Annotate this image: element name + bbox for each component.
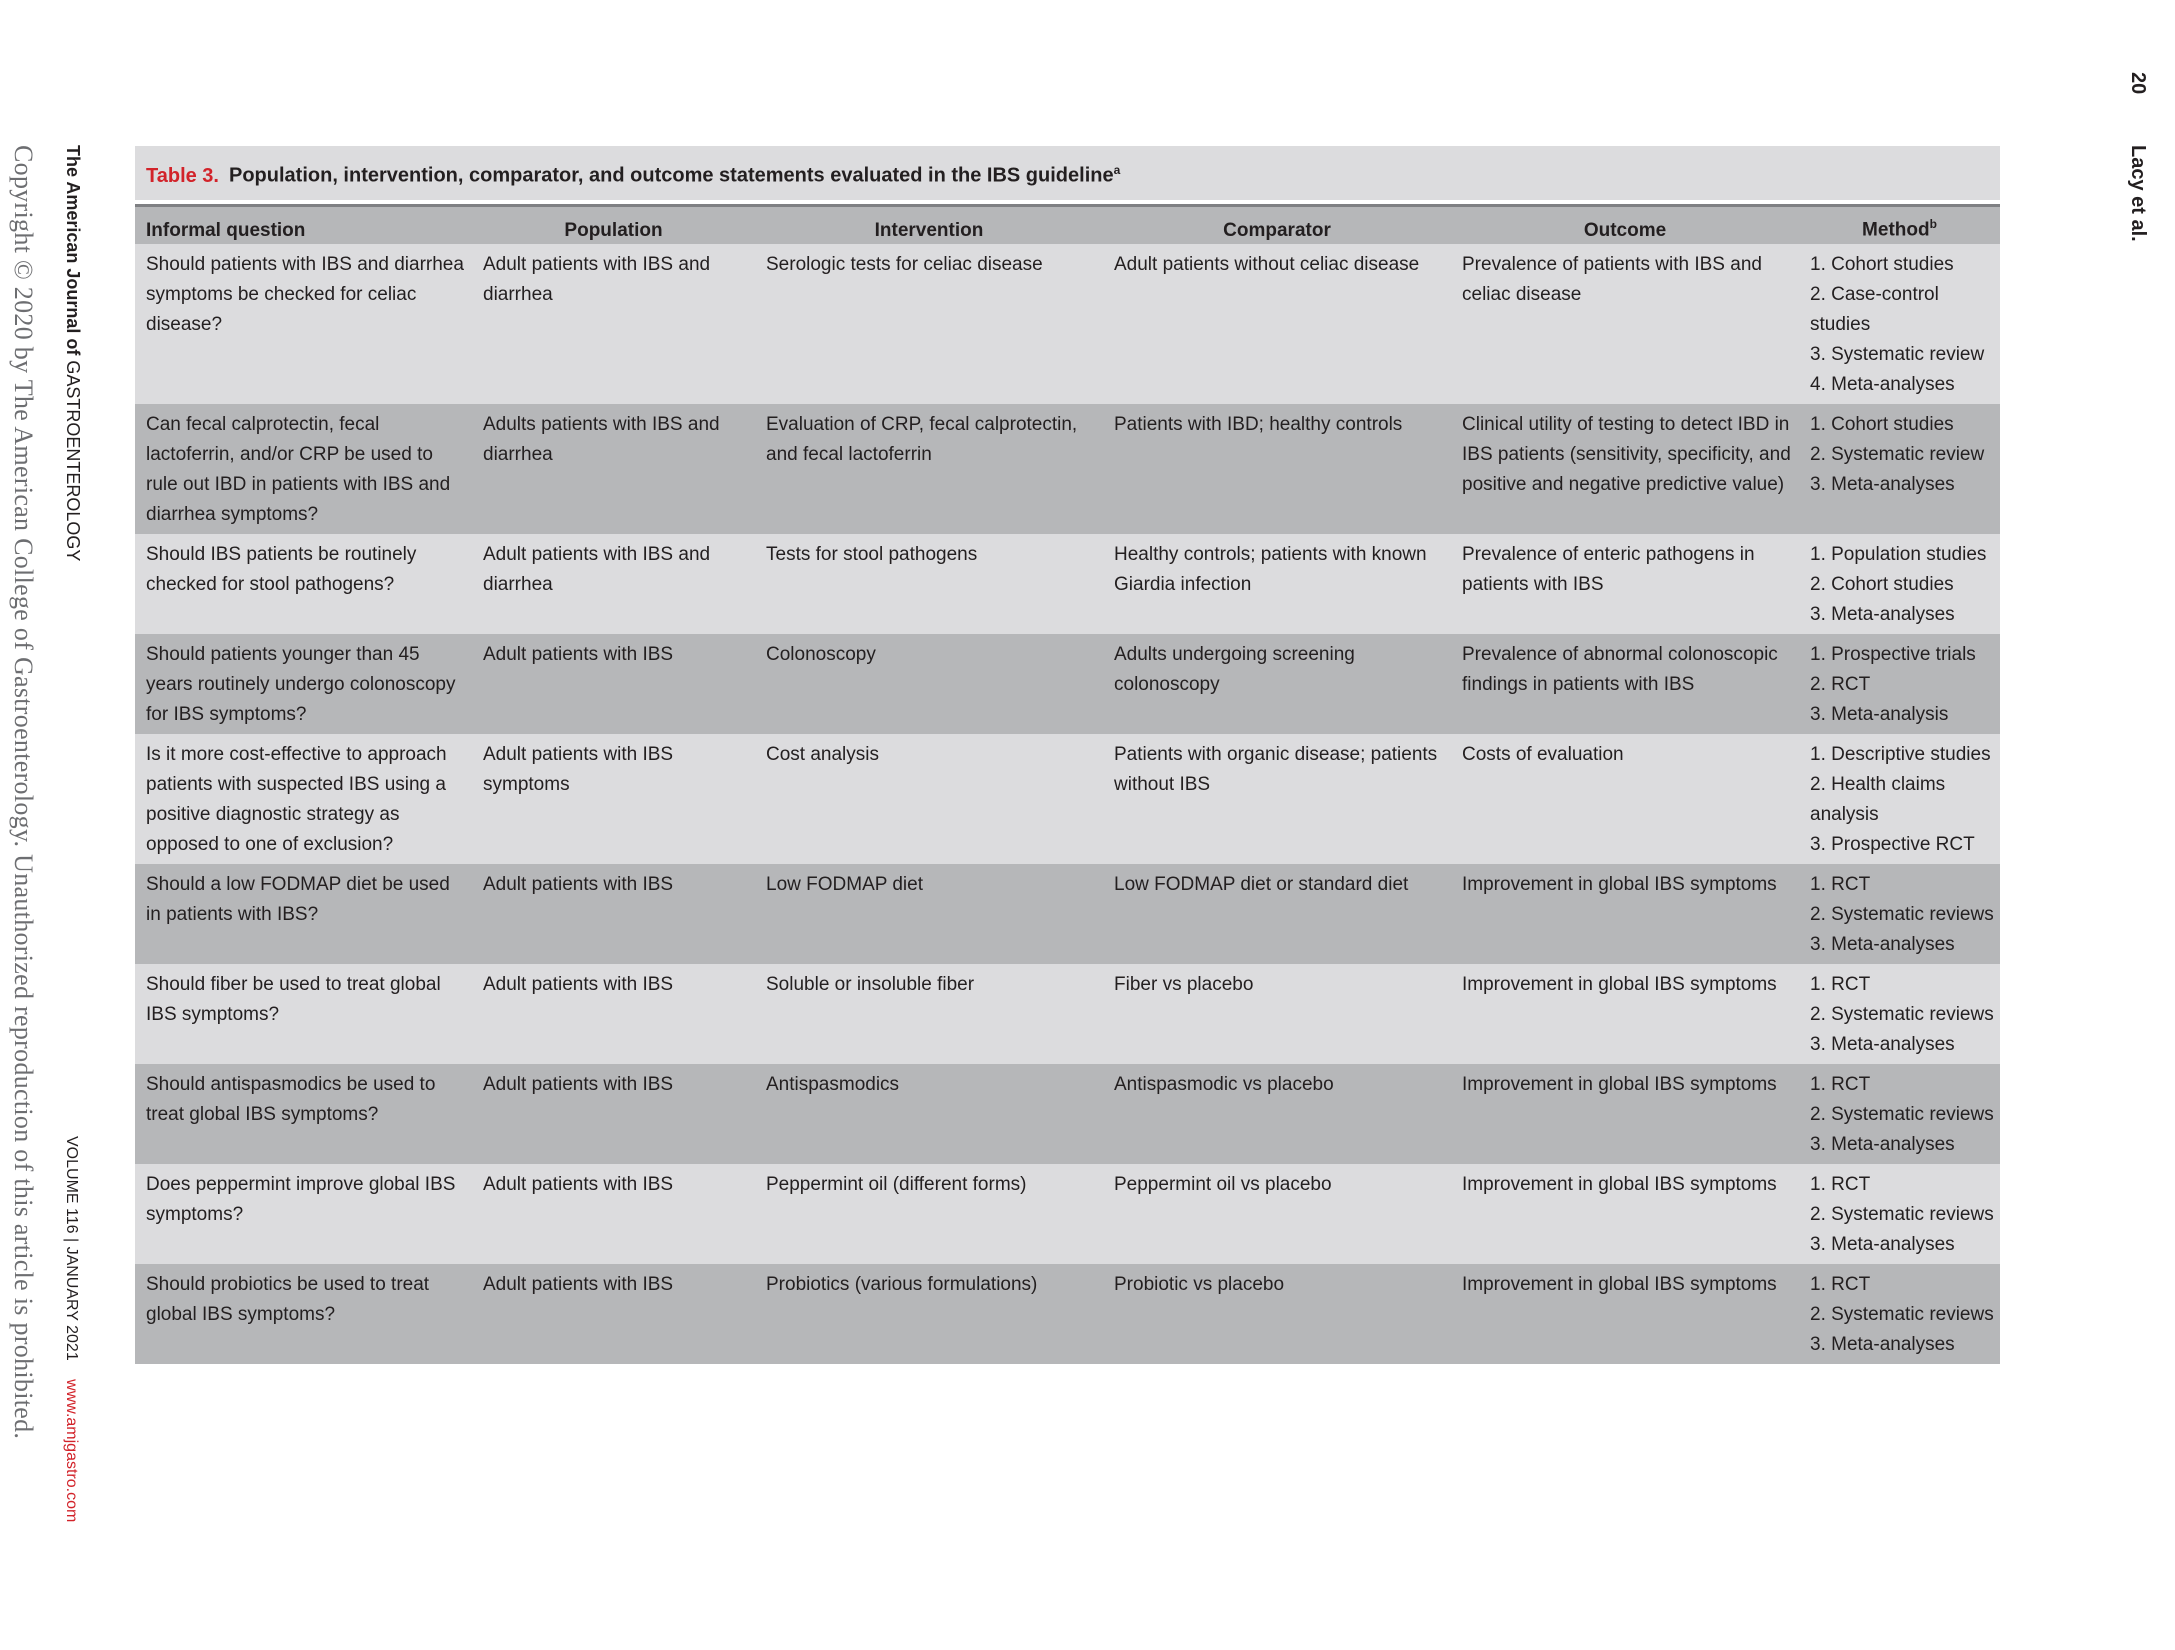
cell-comparator: Low FODMAP diet or standard diet: [1103, 864, 1451, 964]
method-item: 2. Cohort studies: [1810, 573, 1954, 595]
method-item: 2. Systematic review: [1810, 443, 1985, 465]
cell-method: [1799, 964, 2000, 1064]
table-3: [135, 146, 2000, 1364]
cell-question: Should IBS patients be routinely checked for stool pathogens?: [135, 534, 472, 634]
cell-population: Adult patients with IBS symptoms: [472, 734, 755, 864]
cell-question: Should fiber be used to treat global IBS symptoms?: [135, 964, 472, 1064]
cell-intervention: Cost analysis: [755, 734, 1103, 864]
cell-question: Should probiotics be used to treat global IBS symptoms?: [135, 1264, 472, 1364]
cell-comparator: Probiotic vs placebo: [1103, 1264, 1451, 1364]
header-method-label: Method: [1862, 219, 1930, 241]
table-row: [135, 964, 2000, 1064]
cell-outcome: Costs of evaluation: [1451, 734, 1799, 864]
cell-intervention: Serologic tests for celiac disease: [755, 244, 1103, 404]
table-row: [135, 534, 2000, 634]
cell-intervention: Peppermint oil (different forms): [755, 1164, 1103, 1264]
cell-population: Adult patients with IBS: [472, 1164, 755, 1264]
method-item: 1. Descriptive studies: [1810, 743, 1991, 765]
table-row: [135, 1164, 2000, 1264]
cell-outcome: Improvement in global IBS symptoms: [1451, 964, 1799, 1064]
table-header-row: [135, 206, 2000, 244]
pico-table: [135, 204, 2000, 1364]
cell-population: Adults patients with IBS and diarrhea: [472, 404, 755, 534]
cell-comparator: Peppermint oil vs placebo: [1103, 1164, 1451, 1264]
cell-intervention: Antispasmodics: [755, 1064, 1103, 1164]
method-item: 3. Meta-analyses: [1810, 1333, 1955, 1355]
method-item: 2. Systematic reviews: [1810, 903, 1994, 925]
cell-population: Adult patients with IBS: [472, 1264, 755, 1364]
cell-question: Should patients younger than 45 years routinely undergo colonoscopy for IBS symptoms?: [135, 634, 472, 734]
journal-prefix: The American Journal of: [63, 145, 83, 356]
cell-comparator: Adults undergoing screening colonoscopy: [1103, 634, 1451, 734]
cell-method: [1799, 634, 2000, 734]
table-caption: [135, 146, 2000, 204]
cell-population: Adult patients with IBS: [472, 864, 755, 964]
method-item: 4. Meta-analyses: [1810, 373, 1955, 395]
cell-method: [1799, 244, 2000, 404]
method-item: 3. Prospective RCT: [1810, 833, 1975, 855]
cell-method: [1799, 534, 2000, 634]
header-comparator: Comparator: [1103, 206, 1451, 244]
cell-outcome: Improvement in global IBS symptoms: [1451, 1164, 1799, 1264]
method-item: 2. RCT: [1810, 673, 1871, 695]
cell-population: Adult patients with IBS: [472, 634, 755, 734]
cell-question: Should patients with IBS and diarrhea symptoms be checked for celiac disease?: [135, 244, 472, 404]
cell-outcome: Prevalence of patients with IBS and celiac disease: [1451, 244, 1799, 404]
header-population: Population: [472, 206, 755, 244]
cell-method: [1799, 1264, 2000, 1364]
table-title: Population, intervention, comparator, and outcome statements evaluated in the IBS guideline: [229, 164, 1114, 187]
table-row: [135, 244, 2000, 404]
cell-outcome: Improvement in global IBS symptoms: [1451, 1064, 1799, 1164]
header-informal-question: Informal question: [135, 206, 472, 244]
copyright-notice: Copyright © 2020 by The American College of Gastroenterology. Unauthorized reproduction of this article is prohibited.: [9, 145, 38, 1440]
cell-question: Can fecal calprotectin, fecal lactoferrin, and/or CRP be used to rule out IBD in patients with IBS and diarrhea symptoms?: [135, 404, 472, 534]
method-item: 1. Population studies: [1810, 543, 1987, 565]
table-row: [135, 404, 2000, 534]
method-item: 1. RCT: [1810, 873, 1871, 895]
method-item: 3. Meta-analyses: [1810, 1033, 1955, 1055]
method-item: 2. Systematic reviews: [1810, 1003, 1994, 1025]
cell-comparator: Patients with organic disease; patients without IBS: [1103, 734, 1451, 864]
cell-comparator: Patients with IBD; healthy controls: [1103, 404, 1451, 534]
header-intervention: Intervention: [755, 206, 1103, 244]
method-item: 2. Health claims analysis: [1810, 773, 1946, 825]
cell-comparator: Antispasmodic vs placebo: [1103, 1064, 1451, 1164]
method-item: 1. RCT: [1810, 973, 1871, 995]
cell-method: [1799, 1164, 2000, 1264]
cell-population: Adult patients with IBS and diarrhea: [472, 244, 755, 404]
method-item: 3. Meta-analysis: [1810, 703, 1949, 725]
journal-url[interactable]: www.amjgastro.com: [63, 1379, 80, 1523]
method-item: 1. RCT: [1810, 1073, 1871, 1095]
cell-outcome: Prevalence of abnormal colonoscopic findings in patients with IBS: [1451, 634, 1799, 734]
method-item: 1. RCT: [1810, 1273, 1871, 1295]
table-row: [135, 1064, 2000, 1164]
method-item: 3. Meta-analyses: [1810, 473, 1955, 495]
method-item: 3. Systematic review: [1810, 343, 1985, 365]
method-item: 2. Systematic reviews: [1810, 1103, 1994, 1125]
method-item: 2. Case-control studies: [1810, 283, 1939, 335]
cell-intervention: Evaluation of CRP, fecal calprotectin, and fecal lactoferrin: [755, 404, 1103, 534]
cell-intervention: Tests for stool pathogens: [755, 534, 1103, 634]
table-row: [135, 1264, 2000, 1364]
page-number: 20: [2127, 72, 2149, 95]
cell-population: Adult patients with IBS: [472, 1064, 755, 1164]
method-item: 1. RCT: [1810, 1173, 1871, 1195]
cell-outcome: Prevalence of enteric pathogens in patients with IBS: [1451, 534, 1799, 634]
cell-intervention: Colonoscopy: [755, 634, 1103, 734]
header-method-footnote: b: [1929, 217, 1937, 232]
cell-question: Should a low FODMAP diet be used in patients with IBS?: [135, 864, 472, 964]
method-item: 2. Systematic reviews: [1810, 1203, 1994, 1225]
method-item: 1. Cohort studies: [1810, 413, 1954, 435]
cell-population: Adult patients with IBS and diarrhea: [472, 534, 755, 634]
cell-comparator: Adult patients without celiac disease: [1103, 244, 1451, 404]
running-author: Lacy et al.: [2127, 145, 2149, 242]
cell-question: Should antispasmodics be used to treat global IBS symptoms?: [135, 1064, 472, 1164]
table-row: [135, 734, 2000, 864]
cell-intervention: Low FODMAP diet: [755, 864, 1103, 964]
cell-outcome: Clinical utility of testing to detect IBD in IBS patients (sensitivity, specificity, and positive and negative predictive value): [1451, 404, 1799, 534]
table-title-footnote: a: [1113, 163, 1121, 177]
issue-info: [62, 1136, 80, 1522]
method-item: 3. Meta-analyses: [1810, 1233, 1955, 1255]
cell-comparator: Fiber vs placebo: [1103, 964, 1451, 1064]
cell-method: [1799, 404, 2000, 534]
method-item: 3. Meta-analyses: [1810, 603, 1955, 625]
cell-method: [1799, 734, 2000, 864]
issue-label: VOLUME 116 | JANUARY 2021: [63, 1136, 80, 1361]
method-item: 2. Systematic reviews: [1810, 1303, 1994, 1325]
journal-title: [62, 145, 83, 561]
method-item: 3. Meta-analyses: [1810, 933, 1955, 955]
cell-intervention: Probiotics (various formulations): [755, 1264, 1103, 1364]
method-item: 1. Prospective trials: [1810, 643, 1976, 665]
cell-outcome: Improvement in global IBS symptoms: [1451, 864, 1799, 964]
cell-question: Does peppermint improve global IBS symptoms?: [135, 1164, 472, 1264]
cell-method: [1799, 864, 2000, 964]
table-number: Table 3.: [146, 164, 219, 187]
cell-method: [1799, 1064, 2000, 1164]
method-item: 3. Meta-analyses: [1810, 1133, 1955, 1155]
header-outcome: Outcome: [1451, 206, 1799, 244]
cell-intervention: Soluble or insoluble fiber: [755, 964, 1103, 1064]
table-row: [135, 864, 2000, 964]
cell-outcome: Improvement in global IBS symptoms: [1451, 1264, 1799, 1364]
cell-question: Is it more cost-effective to approach patients with suspected IBS using a positive diagnostic strategy as opposed to one of exclusion?: [135, 734, 472, 864]
method-item: 1. Cohort studies: [1810, 253, 1954, 275]
cell-comparator: Healthy controls; patients with known Giardia infection: [1103, 534, 1451, 634]
journal-name: GASTROENTEROLOGY: [63, 360, 83, 562]
cell-population: Adult patients with IBS: [472, 964, 755, 1064]
table-row: [135, 634, 2000, 734]
header-method: [1799, 206, 2000, 244]
